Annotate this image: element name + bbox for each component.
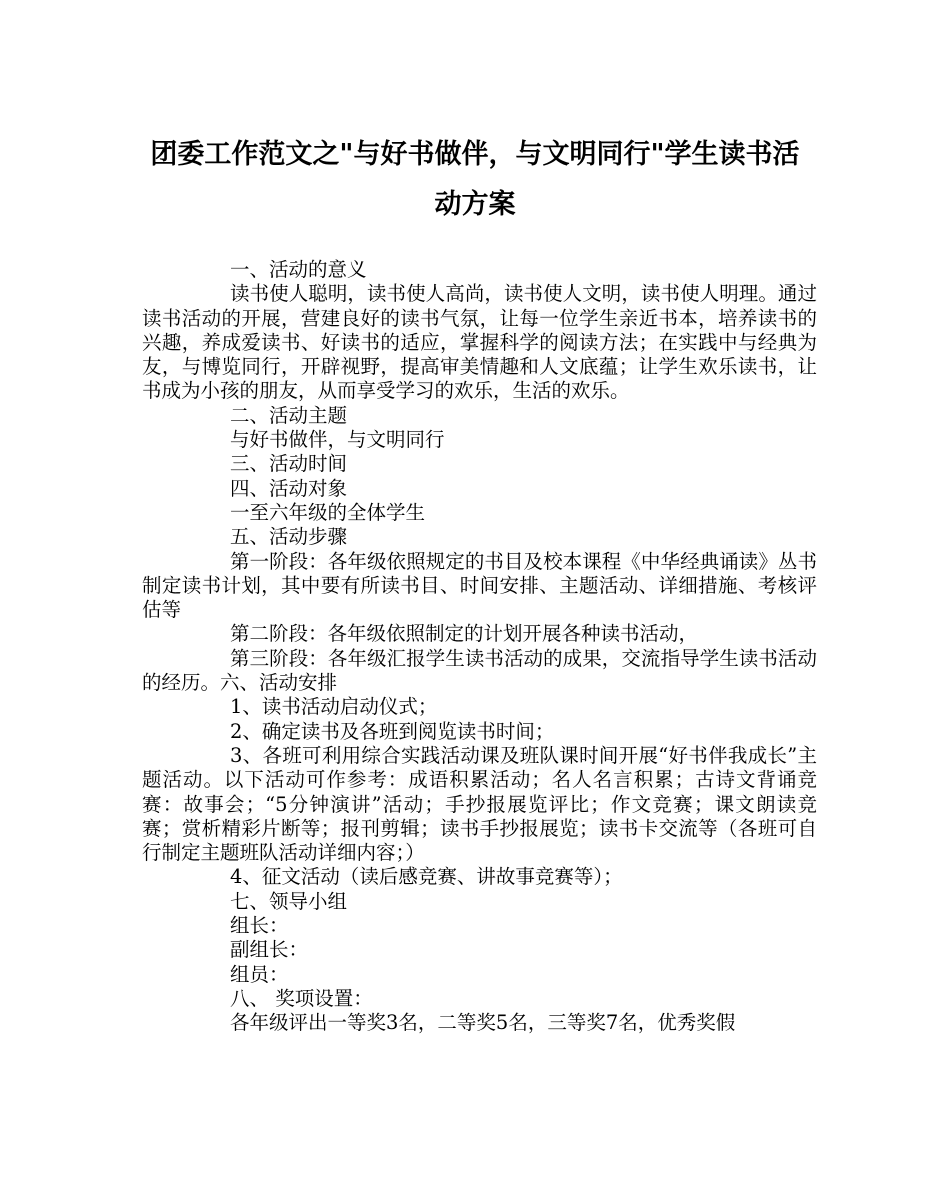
paragraph-stage-2: 第二阶段：各年级依照制定的计划开展各种读书活动， xyxy=(230,622,699,646)
section-heading-leadership: 七、领导小组 xyxy=(230,889,348,913)
section-heading-time: 三、活动时间 xyxy=(230,452,348,476)
title-line-2: 动方案 xyxy=(434,189,516,220)
member-label: 组员： xyxy=(230,962,289,986)
paragraph-awards: 各年级评出一等奖3名，二等奖5名，三等奖7名，优秀奖假 xyxy=(230,1011,736,1035)
paragraph-stage-3: 第三阶段：各年级汇报学生读书活动的成果，交流指导学生读书活动的经历。六、活动安排 xyxy=(142,646,817,695)
section-heading-target: 四、活动对象 xyxy=(230,476,348,500)
list-item-4: 4、征文活动（读后感竞赛、讲故事竞赛等）； xyxy=(230,865,623,889)
section-heading-awards: 八、 奖项设置： xyxy=(230,986,373,1010)
paragraph-meaning: 读书使人聪明，读书使人高尚，读书使人文明，读书使人明理。通过读书活动的开展，营建良好的读书气氛，让每一位学生亲近书本，培养读书的兴趣，养成爱读书、好读书的适应，掌握科学的阅读方法；在实践中与经典为友，与博览同行，开辟视野，提高审美情趣和人文底蕴；让学生欢乐读书，让书成为小孩的朋友，从而享受学习的欢乐，生活的欢乐。 xyxy=(142,282,817,403)
deputy-leader-label: 副组长： xyxy=(230,938,309,962)
title-line-1: 团委工作范文之"与好书做伴，与文明同行"学生读书活 xyxy=(150,139,800,170)
section-heading-meaning: 一、活动的意义 xyxy=(230,258,367,281)
section-heading-theme: 二、活动主题 xyxy=(230,403,348,427)
paragraph-target: 一至六年级的全体学生 xyxy=(230,500,426,524)
section-heading-steps: 五、活动步骤 xyxy=(230,525,348,549)
document-body xyxy=(142,258,817,1036)
list-item-1: 1、读书活动启动仪式； xyxy=(230,695,438,719)
list-item-3: 3、各班可利用综合实践活动课及班队课时间开展“好书伴我成长”主题活动。以下活动可作参考：成语积累活动；名人名言积累；古诗文背诵竞赛：故事会；“5分钟演讲”活动；手抄报展览评比；作文竞赛；课文朗读竞赛；赏析精彩片断等；报刊剪辑；读书手抄报展览；读书卡交流等（各班可自行制定主题班队活动详细内容；） xyxy=(142,743,817,865)
paragraph-theme: 与好书做伴，与文明同行 xyxy=(230,428,445,452)
list-item-2: 2、确定读书及各班到阅览读书时间； xyxy=(230,719,555,743)
document-title xyxy=(120,130,830,230)
leader-label: 组长： xyxy=(230,914,289,938)
paragraph-stage-1: 第一阶段：各年级依照规定的书目及校本课程《中华经典诵读》丛书制定读书计划，其中要有所读书目、时间安排、主题活动、详细措施、考核评估等 xyxy=(142,549,817,622)
